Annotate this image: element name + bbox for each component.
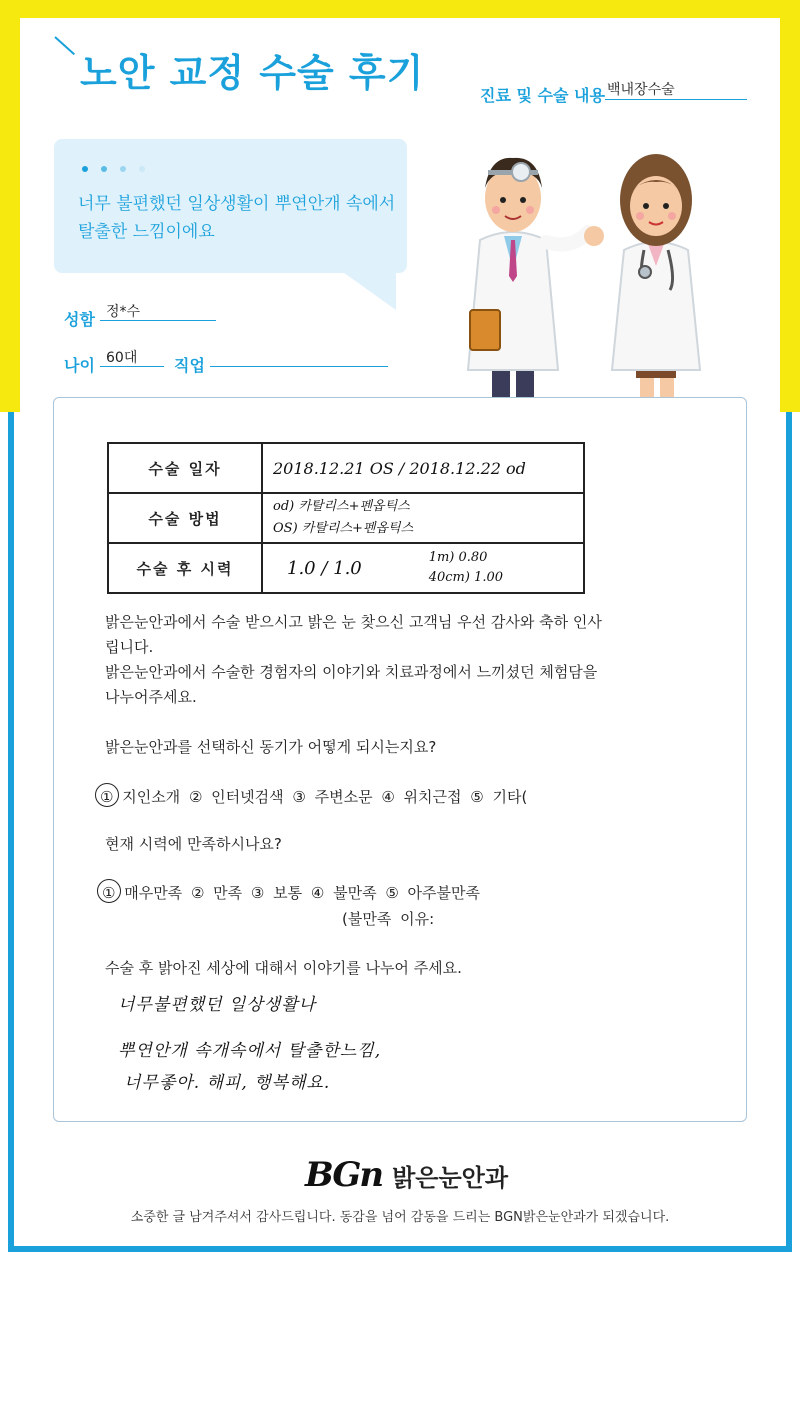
intro-line: 나누어주세요.	[105, 688, 197, 706]
table-row	[108, 443, 584, 493]
age-value: 60대	[100, 347, 164, 367]
age-label: 나이	[64, 356, 95, 375]
bubble-quote-line: 너무 불편했던 일상생활이 뿌연안개 속에서	[78, 194, 396, 214]
story-answer-line: 너무불편했던 일상생활나	[118, 995, 317, 1015]
dot-icon	[82, 166, 88, 172]
logo-text: 밝은눈안과	[392, 1164, 509, 1192]
yellow-strip-left	[0, 0, 20, 412]
surgery-method-label: 수술 방법	[108, 493, 262, 543]
satisfaction-options: ① 매우만족 ② 만족 ③ 보통 ④ 불만족 ⑤ 아주불만족	[102, 884, 480, 902]
dot-icon	[139, 166, 145, 172]
intro-text	[105, 610, 602, 710]
surgery-method-line: OS) 카탈리스+펜옵틱스	[273, 521, 414, 536]
surgery-date-label: 수술 일자	[108, 443, 262, 493]
post-vision-near-line: 1m) 0.80	[428, 550, 488, 565]
surgery-method-value	[262, 493, 584, 543]
story-answer-line: 뿌연안개 속개속에서 탈출한느낌,	[118, 1041, 382, 1061]
post-vision-far: 1.0 / 1.0	[287, 557, 362, 579]
treatment-label: 진료 및 수술 내용	[480, 86, 605, 105]
intro-line: 밝은눈안과에서 수술한 경험자의 이야기와 치료과정에서 느끼셨던 체험담을	[105, 663, 598, 681]
post-vision-value	[262, 543, 584, 593]
footer-message: 소중한 글 남겨주셔서 감사드립니다. 동감을 넘어 감동을 드리는 BGN밝은눈안과가 되겠습니다.	[130, 1210, 670, 1225]
surgery-date-value: 2018.12.21 OS / 2018.12.22 od	[262, 443, 584, 493]
page-title: 노안 교정 수술 후기	[80, 51, 425, 95]
question-story: 수술 후 밝아진 세상에 대해서 이야기를 나누어 주세요.	[105, 959, 462, 977]
dot-icon	[101, 166, 107, 172]
story-answer-line: 너무좋아. 해피, 행복해요.	[124, 1073, 331, 1093]
clinic-logo	[305, 1155, 508, 1195]
dot-icon	[120, 166, 126, 172]
dissatisfaction-reason: (불만족 이유:	[342, 910, 435, 928]
speech-bubble-tail	[340, 270, 396, 310]
treatment-value: 백내장수술	[605, 79, 747, 100]
name-value: 정*수	[100, 301, 216, 321]
intro-line: 립니다.	[105, 638, 154, 656]
table-row	[108, 543, 584, 593]
female-doctor-icon	[612, 154, 700, 412]
intro-line: 밝은눈안과에서 수술 받으시고 밝은 눈 찾으신 고객님 우선 감사와 축하 인사	[105, 613, 602, 631]
question-motive: 밝은눈안과를 선택하신 동기가 어떻게 되시는지요?	[105, 738, 437, 756]
table-row	[108, 493, 584, 543]
logo-mark: BGn	[305, 1155, 383, 1195]
job-value	[210, 347, 388, 367]
job-label: 직업	[174, 356, 205, 375]
name-label: 성함	[64, 310, 95, 329]
post-vision-label: 수술 후 시력	[108, 543, 262, 593]
yellow-strip-right	[780, 0, 800, 412]
post-vision-near-line: 40cm) 1.00	[428, 570, 503, 585]
male-doctor-icon	[468, 158, 604, 412]
bubble-quote	[78, 190, 398, 246]
question-satisfaction: 현재 시력에 만족하시나요?	[105, 835, 282, 853]
surgery-method-line: od) 카탈리스+펜옵틱스	[273, 499, 410, 514]
surgery-info-table	[107, 442, 585, 594]
bubble-dots	[82, 166, 145, 172]
doctors-illustration	[460, 140, 720, 412]
motive-options: ① 지인소개 ② 인터넷검색 ③ 주변소문 ④ 위치근접 ⑤ 기타(	[100, 788, 528, 806]
bubble-quote-line: 탈출한 느낌이에요	[78, 222, 215, 242]
